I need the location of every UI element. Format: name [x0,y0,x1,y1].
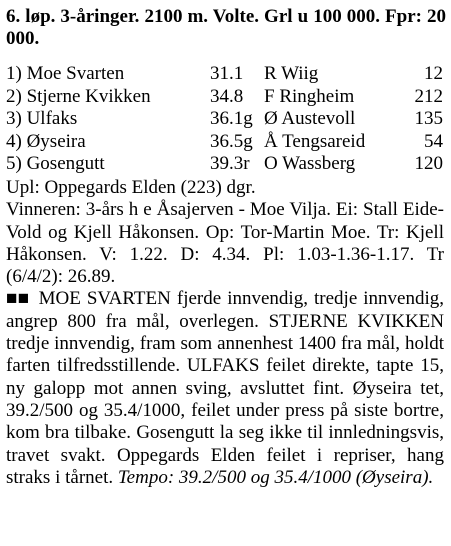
commentary [6,288,444,489]
result-row [6,108,443,131]
result-row [6,131,443,154]
odds: 120 [414,153,443,174]
horse-name: 3) Ulfaks [6,108,78,129]
race-title [6,6,446,50]
race-title-line2: Fpr: 20 000. [6,6,447,49]
unplaced-line: Upl: Oppegards Elden (223) dgr. [6,177,256,198]
finish-time: 34.8 [210,85,244,107]
horse-name: 5) Gosengutt [6,153,105,174]
finish-time: 36.1g [210,108,253,129]
result-row [6,86,443,109]
finish-time: 39.3r [210,153,250,174]
race-report [6,177,444,489]
driver-name: R Wiig [264,63,319,84]
finish-time: 31.1 [210,63,244,84]
odds: 212 [414,85,443,107]
odds: 54 [424,130,443,152]
horse-name: 2) Stjerne Kvikken [6,85,151,107]
driver-name: Å Tengsareid [264,130,366,152]
result-row [6,63,443,86]
winner-info: Vinneren: 3-års h e Åsajerven - Moe Vilja. Ei: Stall Eide-Vold og Kjell Håkonsen. Op: Tor-Martin Moe. Tr: Kjell Håkonsen. V: 1.22. D: 4.34. Pl: 1.03-1.36-1.17. Tr (6/4/2): 26.89. [6,199,444,288]
finish-time: 36.5g [210,130,253,152]
race-title-line1: 6. løp. 3-åringer. 2100 m. Volte. Grl u 100 000. [6,6,380,27]
odds: 135 [414,108,443,129]
horse-name: 4) Øyseira [6,130,86,152]
results-table [6,63,443,176]
driver-name: F Ringheim [264,85,355,107]
driver-name: Ø Austevoll [264,108,356,129]
commentary-text: MOE SVARTEN fjerde innvendig, tredje innvendig, angrep 800 fra mål, overlegen. STJERNE KVIKKEN tredje innvendig, fram som annenhest 1400 fra mål, holdt farten tilfredsstillende. ULFAKS feilet direkte, tapte 15, ny galopp mot annen sving, avsluttet fint. Øyseira tet, 39.2/500 og 35.4/1000, feilet under press på siste bortre, kom bra tilbake. Gosengutt la seg ikke til innledningsvis, travet svakt. Oppegards Elden feilet i repriser, hang straks i tårnet. [6,288,445,488]
square-marker-icon: ■■ [6,288,30,310]
driver-name: O Wassberg [264,153,356,174]
tempo-note: Tempo: 39.2/500 og 35.4/1000 (Øyseira). [117,466,434,488]
horse-name: 1) Moe Svarten [6,63,125,84]
odds: 12 [424,63,443,84]
result-row [6,153,443,176]
